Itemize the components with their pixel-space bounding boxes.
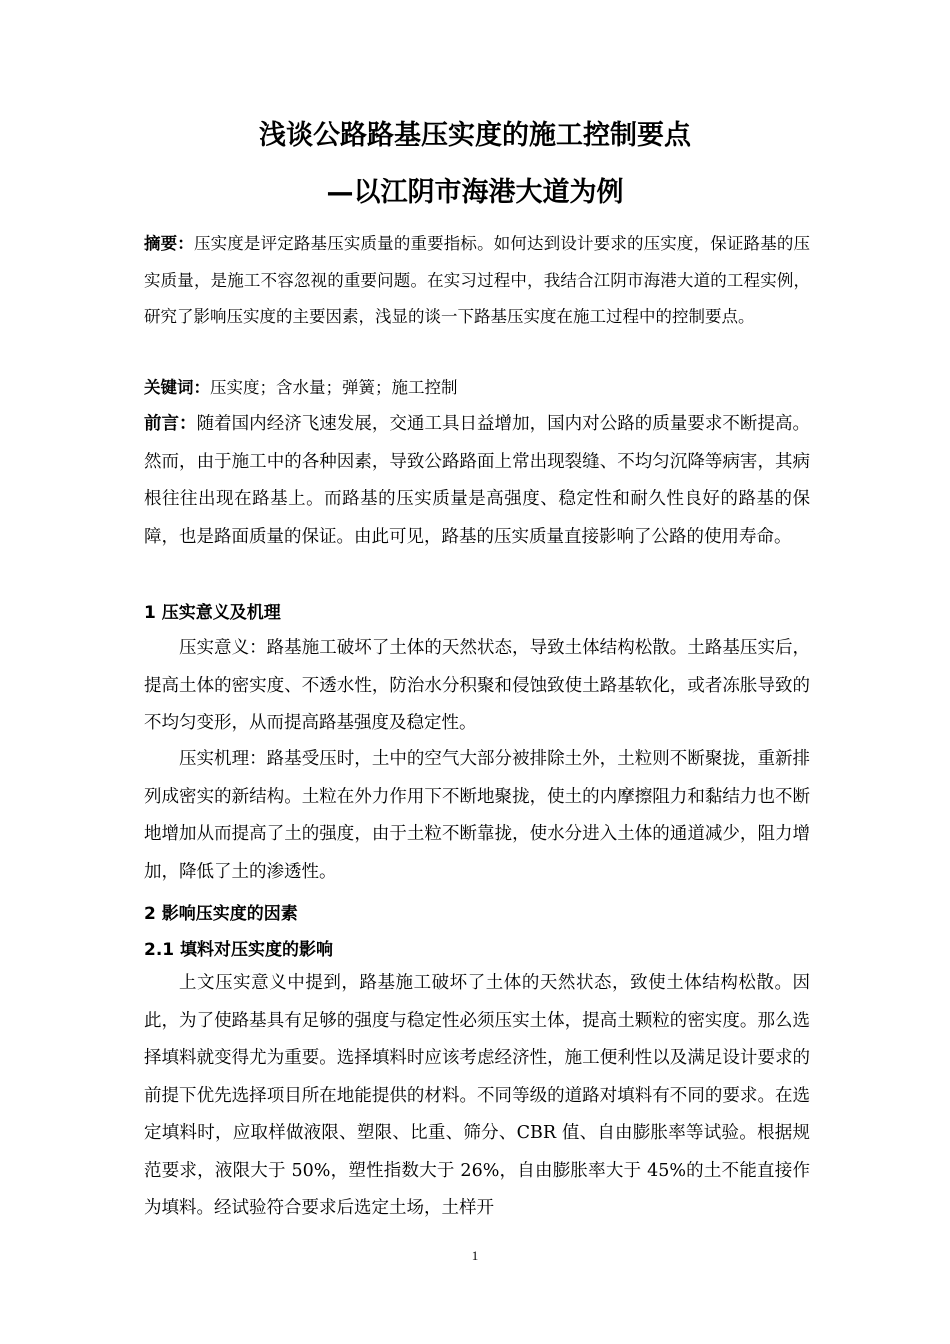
section-1-paragraph-2 (144, 741, 810, 891)
abstract-text: 压实度是评定路基压实质量的重要指标。如何达到设计要求的压实度，保证路基的压实质量，是施工不容忽视的重要问题。在实习过程中，我结合江阴市海港大道的工程实例，研究了影响压实度的主要因素，浅显的谈一下路基压实度在施工过程中的控制要点。 (144, 234, 811, 326)
section-1-mechanism-text: 压实机理：路基受压时，土中的空气大部分被排除土外，土粒则不断聚拢，重新排列成密实的新结构。土粒在外力作用下不断地聚拢，使土的内摩擦阻力和黏结力也不断地增加从而提高了土的强度，由于土粒不断靠拢，使水分进入土体的通道减少，阻力增加，降低了土的渗透性。 (144, 749, 810, 882)
keywords-label: 关键词： (144, 378, 210, 397)
section-2-heading: 2 影响压实度的因素 (144, 904, 298, 924)
abstract-label: 摘要： (144, 234, 194, 253)
section-1-paragraph-1 (144, 630, 810, 743)
abstract-paragraph (144, 226, 810, 336)
section-1-heading: 1 压实意义及机理 (144, 603, 281, 623)
section-2-1-heading: 2.1 填料对压实度的影响 (144, 940, 334, 960)
keywords-text: 压实度；含水量；弹簧；施工控制 (210, 378, 458, 397)
document-subtitle: —以江阴市海港大道为例 (326, 177, 624, 208)
preface-text: 随着国内经济飞速发展，交通工具日益增加，国内对公路的质量要求不断提高。然而，由于施工中的各种因素，导致公路路面上常出现裂缝、不均匀沉降等病害，其病根往往出现在路基上。而路基的压实质量是高强度、稳定性和耐久性良好的路基的保障，也是路面质量的保证。由此可见，路基的压实质量直接影响了公路的使用寿命。 (144, 414, 811, 547)
page-number: 1 (471, 1248, 479, 1263)
section-2-1-paragraph (144, 965, 810, 1228)
preface-paragraph (144, 406, 810, 556)
document-title: 浅谈公路路基压实度的施工控制要点 (259, 120, 691, 151)
preface-label: 前言： (144, 414, 197, 434)
section-2-1-text: 上文压实意义中提到，路基施工破坏了土体的天然状态，致使土体结构松散。因此，为了使路基具有足够的强度与稳定性必须压实土体，提高土颗粒的密实度。那么选择填料就变得尤为重要。选择填料时应该考虑经济性，施工便利性以及满足设计要求的前提下优先选择项目所在地能提供的材料。不同等级的道路对填料有不同的要求。在选定填料时，应取样做液限、塑限、比重、筛分、CBR 值、自由膨胀率等试验。根据规范要求，液限大于 50%，塑性指数大于 26%，自由膨胀率大于 45%的土不能直接作为填料。经试验符合要求后选定土场，土样开 (144, 973, 810, 1218)
section-1-meaning-text: 压实意义：路基施工破坏了土体的天然状态，导致土体结构松散。土路基压实后，提高土体的密实度、不透水性，防治水分积聚和侵蚀致使土路基软化，或者冻胀导致的不均匀变形，从而提高路基强度及稳定性。 (144, 638, 810, 733)
keywords-line (144, 373, 458, 403)
